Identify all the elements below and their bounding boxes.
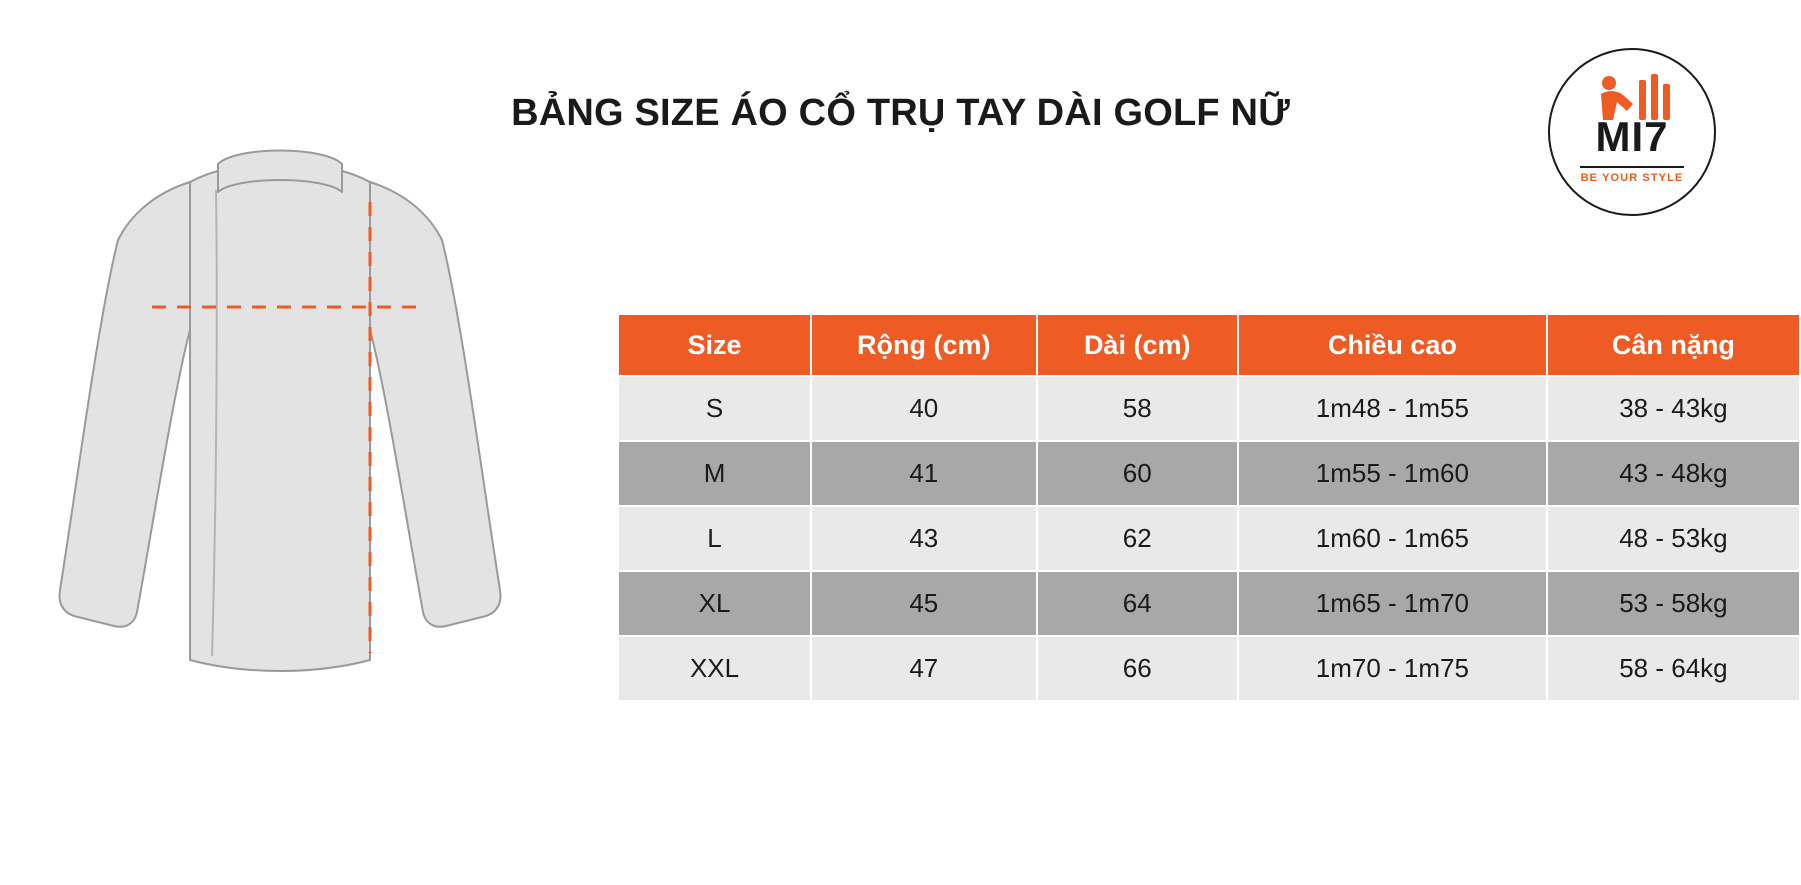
page-title: BẢNG SIZE ÁO CỔ TRỤ TAY DÀI GOLF NỮ	[511, 92, 1290, 134]
cell-width: 45	[811, 571, 1036, 636]
cell-width: 47	[811, 636, 1036, 701]
column-header-width: Rộng (cm)	[811, 314, 1036, 376]
cell-length: 64	[1037, 571, 1238, 636]
cell-weight: 53 - 58kg	[1547, 571, 1800, 636]
shirt-illustration	[40, 120, 540, 700]
table-row	[618, 506, 1800, 571]
logo-tagline: BE YOUR STYLE	[1580, 172, 1684, 184]
logo-wordmark: MI7	[1595, 113, 1669, 160]
cell-width: 40	[811, 376, 1036, 441]
cell-size: XL	[618, 571, 811, 636]
left-sleeve	[60, 182, 190, 627]
brand-logo	[1548, 48, 1716, 216]
cell-length: 58	[1037, 376, 1238, 441]
cell-width: 41	[811, 441, 1036, 506]
cell-size: M	[618, 441, 811, 506]
cell-length: 66	[1037, 636, 1238, 701]
cell-length: 60	[1037, 441, 1238, 506]
cell-size: XXL	[618, 636, 811, 701]
cell-size: L	[618, 506, 811, 571]
column-header-size: Size	[618, 314, 811, 376]
column-header-height: Chiều cao	[1238, 314, 1547, 376]
table-row	[618, 376, 1800, 441]
table-row	[618, 441, 1800, 506]
column-header-length: Dài (cm)	[1037, 314, 1238, 376]
cell-height: 1m60 - 1m65	[1238, 506, 1547, 571]
cell-weight: 48 - 53kg	[1547, 506, 1800, 571]
cell-height: 1m65 - 1m70	[1238, 571, 1547, 636]
logo-divider	[1580, 166, 1684, 168]
table-row	[618, 571, 1800, 636]
cell-weight: 43 - 48kg	[1547, 441, 1800, 506]
size-table	[617, 313, 1801, 702]
cell-height: 1m70 - 1m75	[1238, 636, 1547, 701]
cell-size: S	[618, 376, 811, 441]
table-header-row	[618, 314, 1800, 376]
cell-height: 1m48 - 1m55	[1238, 376, 1547, 441]
column-header-weight: Cân nặng	[1547, 314, 1800, 376]
cell-weight: 38 - 43kg	[1547, 376, 1800, 441]
right-sleeve	[370, 182, 500, 627]
cell-width: 43	[811, 506, 1036, 571]
cell-height: 1m55 - 1m60	[1238, 441, 1547, 506]
cell-length: 62	[1037, 506, 1238, 571]
table-row	[618, 636, 1800, 701]
cell-weight: 58 - 64kg	[1547, 636, 1800, 701]
